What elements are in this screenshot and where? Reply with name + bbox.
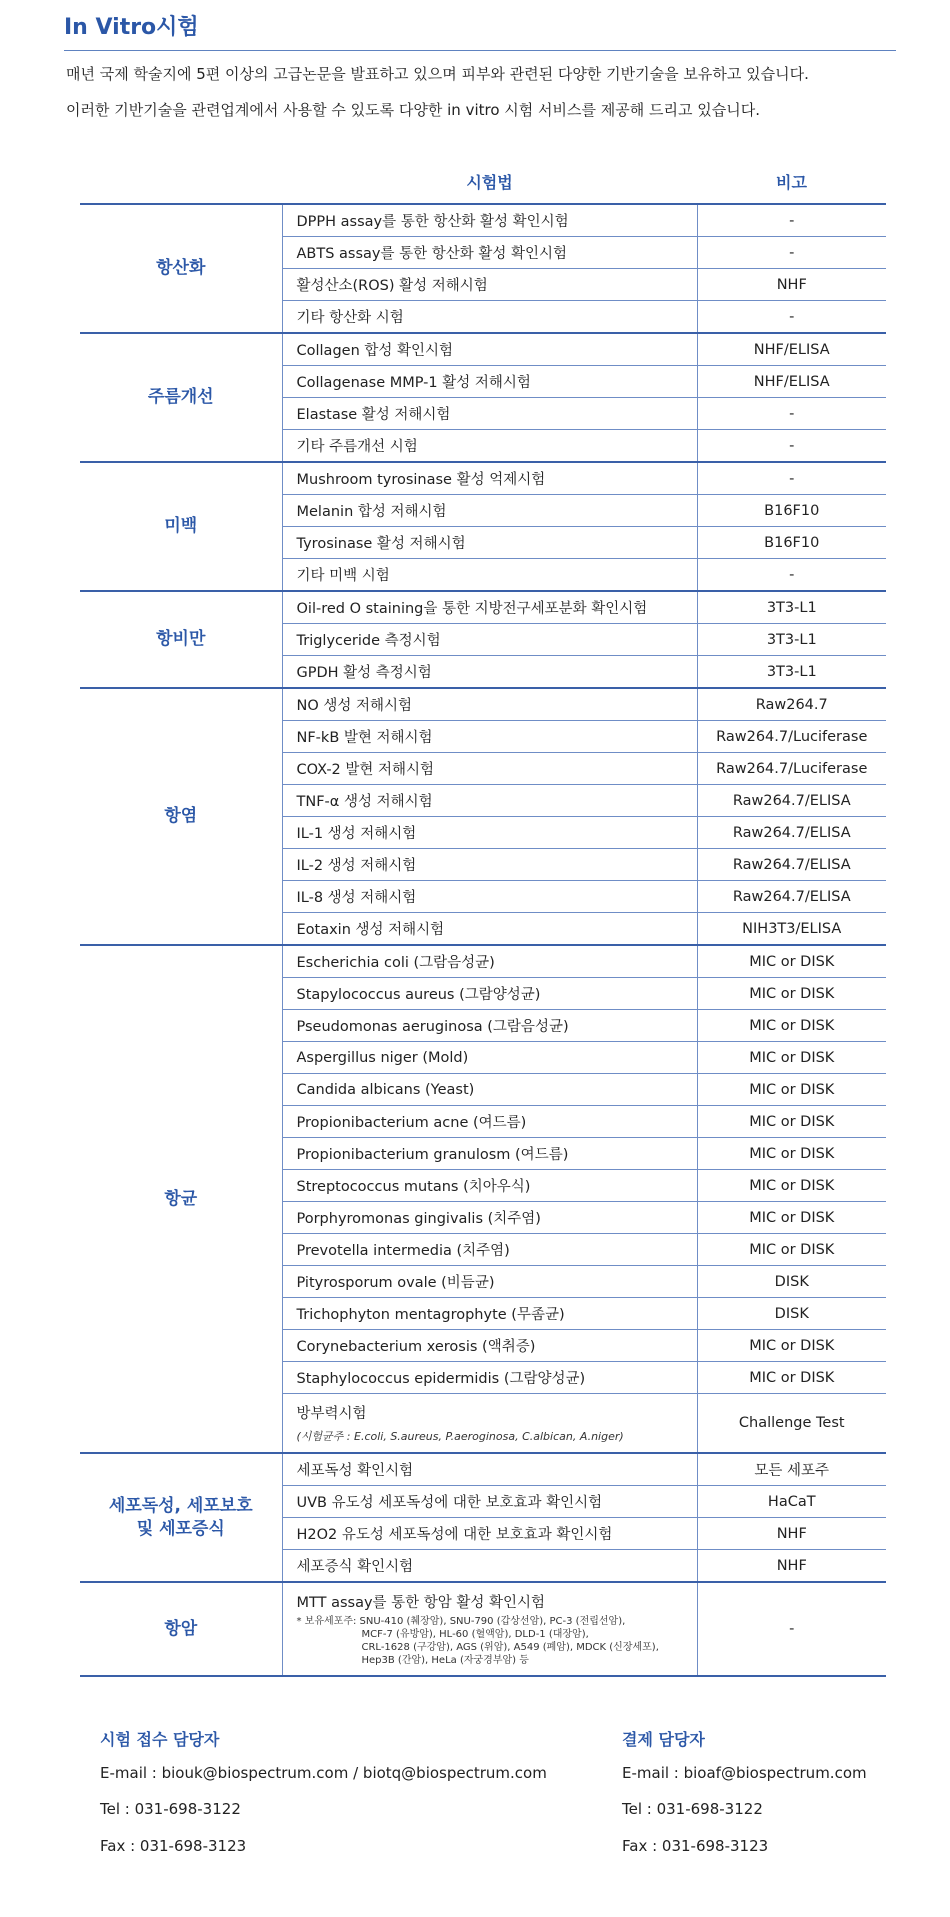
- intro-text-2: 이러한 기반기술을 관련업계에서 사용할 수 있도록 다양한 in vitro 시험 서비스를 제공해 드리고 있습니다.: [66, 101, 760, 119]
- test-name-with-sub: [282, 1394, 697, 1454]
- category-cell: 항산화: [80, 204, 282, 333]
- category-cell: [80, 1453, 282, 1582]
- page-title: In Vitro시험: [64, 15, 199, 40]
- payment-email[interactable]: E-mail : bioaf@biospectrum.com: [622, 1764, 867, 1782]
- test-note: Challenge Test: [697, 1394, 886, 1454]
- test-note: Raw264.7/ELISA: [697, 849, 886, 881]
- test-name: 세포증식 확인시험: [282, 1550, 697, 1583]
- header-method: 시험법: [282, 160, 697, 204]
- test-name: Elastase 활성 저해시험: [282, 398, 697, 430]
- test-name: Staphylococcus epidermidis (그람양성균): [282, 1362, 697, 1394]
- test-name: Collagenase MMP-1 활성 저해시험: [282, 366, 697, 398]
- test-name: Mushroom tyrosinase 활성 억제시험: [282, 462, 697, 495]
- test-name: Pityrosporum ovale (비듬균): [282, 1266, 697, 1298]
- test-note: Raw264.7/ELISA: [697, 785, 886, 817]
- test-note: Raw264.7/Luciferase: [697, 753, 886, 785]
- test-name: Melanin 합성 저해시험: [282, 495, 697, 527]
- test-note: MIC or DISK: [697, 1362, 886, 1394]
- category-label-line1: 세포독성, 세포보호: [108, 1496, 253, 1517]
- cell-lines-line1: * 보유세포주: SNU-410 (췌장암), SNU-790 (갑상선암), PC-3 (전립선암),: [296, 1616, 626, 1627]
- test-name: 기타 항산화 시험: [282, 301, 697, 334]
- test-note: -: [697, 237, 886, 269]
- test-note: 모든 세포주: [697, 1453, 886, 1486]
- table-row: [80, 591, 886, 624]
- test-name: 세포독성 확인시험: [282, 1453, 697, 1486]
- test-name: DPPH assay를 통한 항산화 활성 확인시험: [282, 204, 697, 237]
- test-note: 3T3-L1: [697, 656, 886, 689]
- test-note: MIC or DISK: [697, 1330, 886, 1362]
- test-name: COX-2 발현 저해시험: [282, 753, 697, 785]
- table-row: [80, 688, 886, 721]
- test-name: Triglyceride 측정시험: [282, 624, 697, 656]
- test-name: 활성산소(ROS) 활성 저해시험: [282, 269, 697, 301]
- test-note: NHF: [697, 1518, 886, 1550]
- category-cell: 미백: [80, 462, 282, 591]
- test-name: Trichophyton mentagrophyte (무좀균): [282, 1298, 697, 1330]
- test-name: NO 생성 저해시험: [282, 688, 697, 721]
- reception-email[interactable]: E-mail : biouk@biospectrum.com / biotq@biospectrum.com: [100, 1764, 547, 1782]
- test-name: Propionibacterium granulosm (여드름): [282, 1138, 697, 1170]
- test-name: Escherichia coli (그람음성균): [282, 945, 697, 978]
- category-cell: 항비만: [80, 591, 282, 688]
- intro-text-1: 매년 국제 학술지에 5편 이상의 고급논문을 발표하고 있으며 피부와 관련된 다양한 기반기술을 보유하고 있습니다.: [66, 65, 809, 83]
- test-note: 3T3-L1: [697, 624, 886, 656]
- test-note: Raw264.7/Luciferase: [697, 721, 886, 753]
- category-cell: 항염: [80, 688, 282, 945]
- test-note: MIC or DISK: [697, 945, 886, 978]
- test-note: NHF: [697, 269, 886, 301]
- reception-tel: Tel : 031-698-3122: [100, 1800, 241, 1818]
- table-row: [80, 945, 886, 978]
- test-name: Prevotella intermedia (치주염): [282, 1234, 697, 1266]
- payment-contact-heading: 결제 담당자: [622, 1730, 705, 1749]
- test-name-with-cells: [282, 1582, 697, 1676]
- cell-lines-line4: Hep3B (간암), HeLa (자궁경부암) 등: [361, 1655, 529, 1666]
- test-note: Raw264.7: [697, 688, 886, 721]
- test-note: DISK: [697, 1266, 886, 1298]
- category-cell: 주름개선: [80, 333, 282, 462]
- test-name: IL-8 생성 저해시험: [282, 881, 697, 913]
- test-note: NIH3T3/ELISA: [697, 913, 886, 946]
- test-note: HaCaT: [697, 1486, 886, 1518]
- test-note: MIC or DISK: [697, 978, 886, 1010]
- payment-fax: Fax : 031-698-3123: [622, 1837, 769, 1855]
- cell-lines-line3: CRL-1628 (구강암), AGS (위암), A549 (폐암), MDCK (신장세포),: [361, 1642, 659, 1653]
- test-name: 방부력시험: [296, 1406, 367, 1422]
- test-note: 3T3-L1: [697, 591, 886, 624]
- test-table: [80, 160, 886, 1677]
- test-note: MIC or DISK: [697, 1234, 886, 1266]
- test-name: Eotaxin 생성 저해시험: [282, 913, 697, 946]
- test-name: Aspergillus niger (Mold): [282, 1042, 697, 1074]
- test-name: Porphyromonas gingivalis (치주염): [282, 1202, 697, 1234]
- category-cell: 항암: [80, 1582, 282, 1676]
- test-name: Corynebacterium xerosis (액취증): [282, 1330, 697, 1362]
- test-name: ABTS assay를 통한 항산화 활성 확인시험: [282, 237, 697, 269]
- test-name: MTT assay를 통한 항암 활성 확인시험: [296, 1595, 546, 1611]
- test-note: -: [697, 204, 886, 237]
- reception-contact-heading: 시험 접수 담당자: [100, 1730, 220, 1749]
- test-note: MIC or DISK: [697, 1106, 886, 1138]
- test-note: NHF/ELISA: [697, 333, 886, 366]
- test-name: TNF-α 생성 저해시험: [282, 785, 697, 817]
- test-note: B16F10: [697, 495, 886, 527]
- test-note: -: [697, 301, 886, 334]
- category-cell: 항균: [80, 945, 282, 1453]
- test-name: 기타 주름개선 시험: [282, 430, 697, 463]
- header-note: 비고: [697, 160, 886, 204]
- test-note: NHF: [697, 1550, 886, 1583]
- test-note: MIC or DISK: [697, 1042, 886, 1074]
- test-name: 기타 미백 시험: [282, 559, 697, 592]
- test-name: Tyrosinase 활성 저해시험: [282, 527, 697, 559]
- test-name: Propionibacterium acne (여드름): [282, 1106, 697, 1138]
- category-label-line2: 및 세포증식: [136, 1518, 225, 1539]
- table-row: [80, 1453, 886, 1486]
- test-note: MIC or DISK: [697, 1074, 886, 1106]
- test-note: -: [697, 1582, 886, 1676]
- test-name: Stapylococcus aureus (그람양성균): [282, 978, 697, 1010]
- test-note: -: [697, 398, 886, 430]
- table-header-row: [80, 160, 886, 204]
- header-blank: [80, 160, 282, 204]
- test-name: Candida albicans (Yeast): [282, 1074, 697, 1106]
- table-row: [80, 204, 886, 237]
- test-note: Raw264.7/ELISA: [697, 817, 886, 849]
- test-note: DISK: [697, 1298, 886, 1330]
- test-note: -: [697, 430, 886, 463]
- test-note: MIC or DISK: [697, 1010, 886, 1042]
- test-name: GPDH 활성 측정시험: [282, 656, 697, 689]
- test-name: UVB 유도성 세포독성에 대한 보호효과 확인시험: [282, 1486, 697, 1518]
- test-note: MIC or DISK: [697, 1202, 886, 1234]
- test-name: NF-kB 발현 저해시험: [282, 721, 697, 753]
- test-note: Raw264.7/ELISA: [697, 881, 886, 913]
- table-row: [80, 1582, 886, 1676]
- table-row: [80, 462, 886, 495]
- test-name: Collagen 합성 확인시험: [282, 333, 697, 366]
- test-name: H2O2 유도성 세포독성에 대한 보호효과 확인시험: [282, 1518, 697, 1550]
- reception-fax: Fax : 031-698-3123: [100, 1837, 247, 1855]
- payment-tel: Tel : 031-698-3122: [622, 1800, 763, 1818]
- test-note: B16F10: [697, 527, 886, 559]
- test-note: -: [697, 559, 886, 592]
- title-divider: [64, 50, 896, 51]
- test-note: MIC or DISK: [697, 1170, 886, 1202]
- cell-lines-line2: MCF-7 (유방암), HL-60 (혈액암), DLD-1 (대장암),: [361, 1629, 589, 1640]
- test-name: Pseudomonas aeruginosa (그람음성균): [282, 1010, 697, 1042]
- test-strains-note: (시험균주 : E.coli, S.aureus, P.aeroginosa, C.albican, A.niger): [296, 1430, 624, 1443]
- test-name: IL-2 생성 저해시험: [282, 849, 697, 881]
- test-name: IL-1 생성 저해시험: [282, 817, 697, 849]
- table-row: [80, 333, 886, 366]
- test-note: NHF/ELISA: [697, 366, 886, 398]
- test-note: MIC or DISK: [697, 1138, 886, 1170]
- test-name: Oil-red O staining을 통한 지방전구세포분화 확인시험: [282, 591, 697, 624]
- test-note: -: [697, 462, 886, 495]
- test-name: Streptococcus mutans (치아우식): [282, 1170, 697, 1202]
